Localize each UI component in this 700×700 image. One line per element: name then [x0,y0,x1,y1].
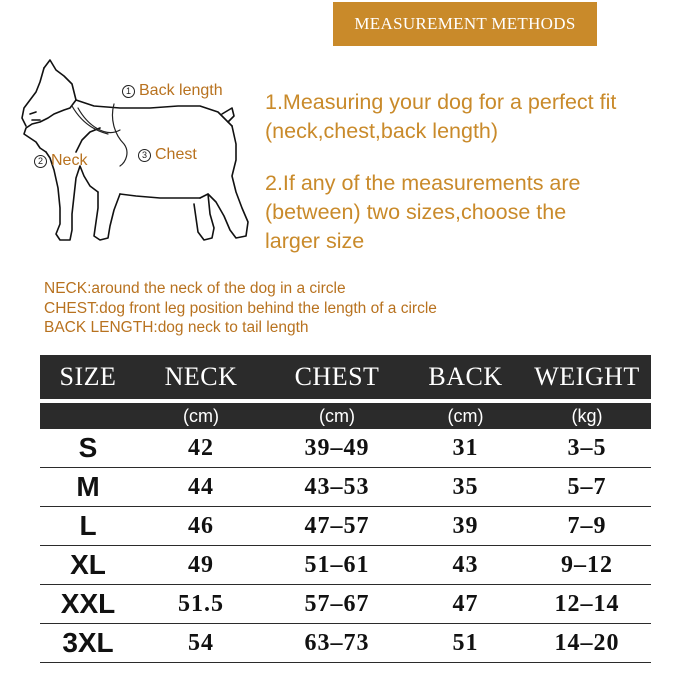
table-row [40,585,651,624]
chest-label [138,146,197,164]
table-row [40,468,651,507]
back-cell: 35 [452,473,479,500]
size-chart-table [40,355,651,663]
back-length-label [122,82,223,100]
back-length-text: Back length [139,82,223,99]
neck-cell: 49 [188,551,214,578]
chest-text: Chest [155,146,197,163]
weight-cell: 12–14 [554,590,620,617]
definition-neck: NECK:around the neck of the dog in a circle [44,280,346,297]
size-cell: M [76,471,100,502]
back-cell: 43 [452,551,479,578]
size-cell: XL [70,549,106,580]
weight-cell: 3–5 [567,434,607,461]
measurement-methods-banner: MEASUREMENT METHODS [333,2,597,46]
neck-cell: 46 [188,512,214,539]
number-3-icon: 3 [138,149,151,162]
size-chart-units-row [40,403,651,429]
neck-cell: 54 [188,629,214,656]
weight-cell: 9–12 [561,551,613,578]
chest-cell: 43–53 [304,473,370,500]
back-cell: 51 [452,629,479,656]
size-cell: S [78,432,98,463]
size-chart-header-row [40,355,651,399]
chest-cell: 39–49 [304,434,370,461]
chest-cell: 51–61 [304,551,370,578]
header-weight: WEIGHT [534,362,640,391]
method-2-line-3: larger size [265,229,365,253]
header-size: SIZE [59,362,117,391]
table-row [40,624,651,663]
neck-cell: 51.5 [178,590,224,617]
chest-cell: 63–73 [304,629,370,656]
method-1-line-2: (neck,chest,back length) [265,119,499,143]
header-chest: CHEST [294,362,380,391]
table-row [40,546,651,585]
header-back: BACK [428,362,503,391]
unit-weight: (kg) [571,405,603,426]
method-1-line-1: 1.Measuring your dog for a perfect fit [265,90,617,114]
number-2-icon: 2 [34,155,47,168]
unit-back: (cm) [447,405,484,426]
neck-cell: 44 [188,473,214,500]
method-1 [265,88,616,146]
method-2 [265,169,581,256]
header-neck: NECK [164,362,238,391]
weight-cell: 7–9 [567,512,607,539]
weight-cell: 14–20 [554,629,620,656]
neck-cell: 42 [188,434,214,461]
back-cell: 31 [452,434,479,461]
neck-label [34,152,87,170]
method-2-line-2: (between) two sizes,choose the [265,200,567,224]
size-chart-body [40,429,651,663]
size-cell: L [79,510,97,541]
back-cell: 47 [452,590,479,617]
chest-cell: 47–57 [304,512,370,539]
method-2-line-1: 2.If any of the measurements are [265,171,581,195]
weight-cell: 5–7 [567,473,607,500]
neck-text: Neck [51,152,88,169]
size-cell: XXL [60,588,116,619]
back-cell: 39 [452,512,479,539]
measurement-definitions [44,279,437,338]
unit-chest: (cm) [319,405,355,426]
definition-chest: CHEST:dog front leg position behind the length of a circle [44,299,437,317]
number-1-icon: 1 [122,85,135,98]
table-row [40,429,651,468]
size-cell: 3XL [62,627,114,658]
unit-neck: (cm) [183,405,219,426]
definition-back-length: BACK LENGTH:dog neck to tail length [44,319,309,336]
table-row [40,507,651,546]
chest-cell: 57–67 [304,590,370,617]
